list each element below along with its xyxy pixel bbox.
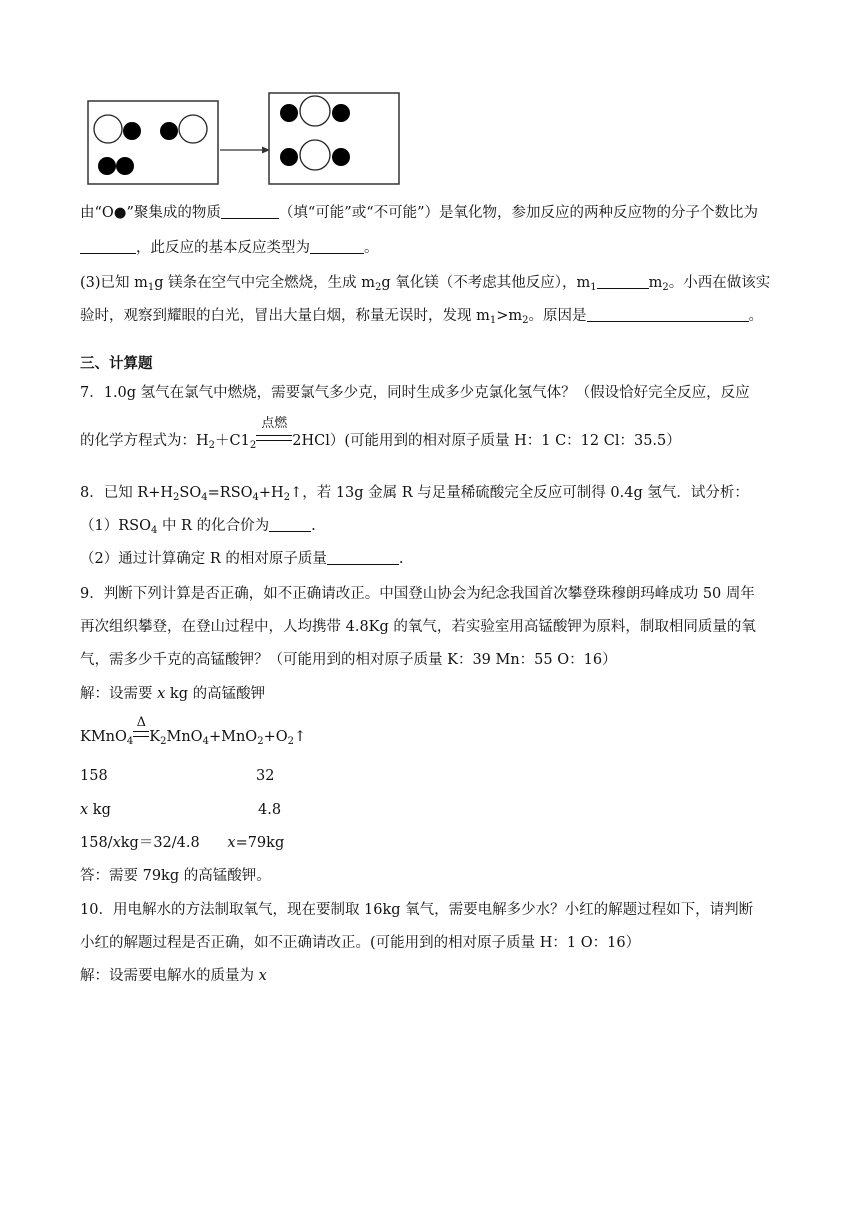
section-title: 三、计算题 [80, 356, 153, 372]
subscript: 4 [202, 736, 209, 747]
subscript: 2 [522, 315, 529, 326]
q8-part1 [80, 516, 316, 536]
q9-mass-row1-right: 32 [256, 768, 275, 784]
text: kg＝32/4.8 [120, 835, 228, 851]
text: . [398, 551, 404, 567]
answer-blank[interactable] [597, 274, 649, 289]
text: K [149, 729, 161, 745]
q6-part3-line2 [80, 306, 763, 326]
condition-text: 点燃 [261, 416, 288, 431]
text: kg 的高锰酸钾 [165, 686, 266, 702]
variable: x [258, 968, 267, 984]
q9-mass-row2-right: 4.8 [258, 802, 282, 818]
text: （2）通过计算确定 R 的相对原子质量 [80, 551, 327, 567]
black-atom [123, 122, 141, 140]
subscript: 2 [173, 492, 180, 503]
answer-blank[interactable] [80, 239, 136, 254]
q6-line2 [80, 238, 379, 258]
q9-answer: 答：需要 79kg 的高锰酸钾。 [80, 868, 271, 884]
q6-part3-line1 [80, 273, 770, 293]
reaction-condition [133, 715, 149, 747]
q9-mass-row1 [80, 766, 108, 786]
subscript: 1 [147, 282, 155, 293]
subscript: 2 [375, 282, 382, 293]
variable: x [227, 835, 236, 851]
subscript: 1 [489, 315, 497, 326]
variable: x [112, 835, 121, 851]
white-atom [179, 115, 207, 143]
text: +MnO [208, 729, 258, 745]
black-atom [116, 157, 134, 175]
subscript: 1 [590, 282, 597, 293]
black-atom [280, 148, 298, 166]
subscript: 2 [662, 282, 669, 293]
q9-line3: 气，需多少千克的高锰酸钾？（可能用到的相对原子质量 K：39 Mn：55 O：16） [80, 652, 617, 668]
text: 由“O●”聚集成的物质 [80, 205, 221, 221]
condition-text: Δ [136, 715, 146, 730]
reaction-condition [256, 416, 292, 451]
text: 8．已知 R+H [80, 485, 174, 501]
equals-bars [256, 435, 292, 441]
white-atom [94, 115, 122, 143]
text: 。小西在做该实 [668, 275, 771, 291]
text: KMnO [80, 729, 127, 745]
black-atom [332, 104, 350, 122]
q6-line1 [80, 203, 758, 223]
text: kg [88, 802, 111, 818]
answer-blank[interactable] [221, 204, 279, 219]
text: =79kg [235, 835, 285, 851]
text: 解：设需要 [80, 686, 158, 702]
text: 。 [748, 308, 764, 324]
q8-line1 [80, 483, 749, 503]
q9-calculation [80, 833, 284, 853]
black-atom [98, 157, 116, 175]
variable: x [80, 802, 89, 818]
text: MnO [166, 729, 203, 745]
text: =RSO [207, 485, 253, 501]
text: ，此反应的基本反应类型为 [136, 240, 310, 256]
subscript: 4 [150, 525, 158, 536]
text: m [648, 275, 663, 291]
q9-solution-setup [80, 684, 265, 704]
text: +O [263, 729, 288, 745]
text: SO [179, 485, 202, 501]
text: ↑，若 13g 金属 R 与足量稀硫酸完全反应可制得 0.4g 氢气．试分析： [290, 485, 749, 501]
text: (3)已知 m [80, 275, 148, 291]
q10-solution-setup [80, 966, 267, 986]
q10-line1: 10．用电解水的方法制取氧气，现在要制取 16kg 氧气，需要电解多少水？小红的解题过程如下，请判断 [80, 902, 754, 918]
text: ＋C1 [215, 433, 250, 449]
text: 中 R 的化合价为 [157, 518, 270, 534]
text: . [311, 518, 316, 534]
text: 的化学方程式为：H [80, 433, 209, 449]
answer-blank[interactable] [310, 239, 364, 254]
black-atom [332, 148, 350, 166]
q7-line1: 7．1.0g 氢气在氯气中燃烧，需要氯气多少克，同时生成多少克氯化氢气体？（假设恰好完全反应，反应 [80, 385, 750, 401]
black-atom [160, 122, 178, 140]
q7-line2 [80, 416, 681, 451]
text: g 镁条在空气中完全燃烧，生成 m [154, 275, 376, 291]
text: ）(可能用到的相对原子质量 H：1 C：12 Cl：35.5） [329, 433, 681, 449]
text: 158 [80, 768, 108, 784]
white-atom [300, 96, 330, 126]
subscript: 2 [257, 736, 264, 747]
subscript: 4 [252, 492, 259, 503]
q10-line2: 小红的解题过程是否正确，如不正确请改正。(可能用到的相对原子质量 H：1 O：16） [80, 935, 641, 951]
text: g 氧化镁（不考虑其他反应），m [381, 275, 591, 291]
subscript: 2 [249, 440, 257, 451]
reaction-diagram [80, 85, 410, 190]
q9-line1: 9．判断下列计算是否正确，如不正确请改正。中国登山协会为纪念我国首次攀登珠穆朗玛峰成功 50 周年 [80, 586, 755, 602]
answer-blank[interactable] [587, 307, 749, 322]
subscript: 2 [287, 736, 294, 747]
text: （1）RSO [80, 518, 151, 534]
text: （填“可能”或“不可能”）是氧化物，参加反应的两种反应物的分子个数比为 [278, 205, 759, 221]
subscript: 2 [208, 440, 216, 451]
text: 解：设需要电解水的质量为 [80, 968, 259, 984]
black-atom [280, 104, 298, 122]
subscript: 4 [201, 492, 208, 503]
subscript: 2 [283, 492, 291, 503]
text: 验时，观察到耀眼的白光，冒出大量白烟，称量无误时，发现 m [80, 308, 490, 324]
q9-line2: 再次组织攀登，在登山过程中，人均携带 4.8Kg 的氧气，若实验室用高锰酸钾为原料，制取相同质量的氧 [80, 619, 756, 635]
subscript: 4 [126, 736, 134, 747]
text: 。原因是 [528, 308, 587, 324]
q9-mass-row2 [80, 800, 111, 820]
answer-blank[interactable] [327, 550, 399, 565]
text: +H [258, 485, 284, 501]
variable: x [157, 686, 166, 702]
text: 。 [364, 240, 379, 256]
text: >m [496, 308, 523, 324]
q9-equation [80, 715, 307, 747]
text: 2HCl [292, 433, 330, 449]
answer-blank[interactable] [269, 517, 311, 532]
text: 158/ [80, 835, 113, 851]
text: ↑ [293, 729, 307, 745]
white-atom [300, 140, 330, 170]
subscript: 2 [160, 736, 167, 747]
q8-part2 [80, 549, 403, 569]
